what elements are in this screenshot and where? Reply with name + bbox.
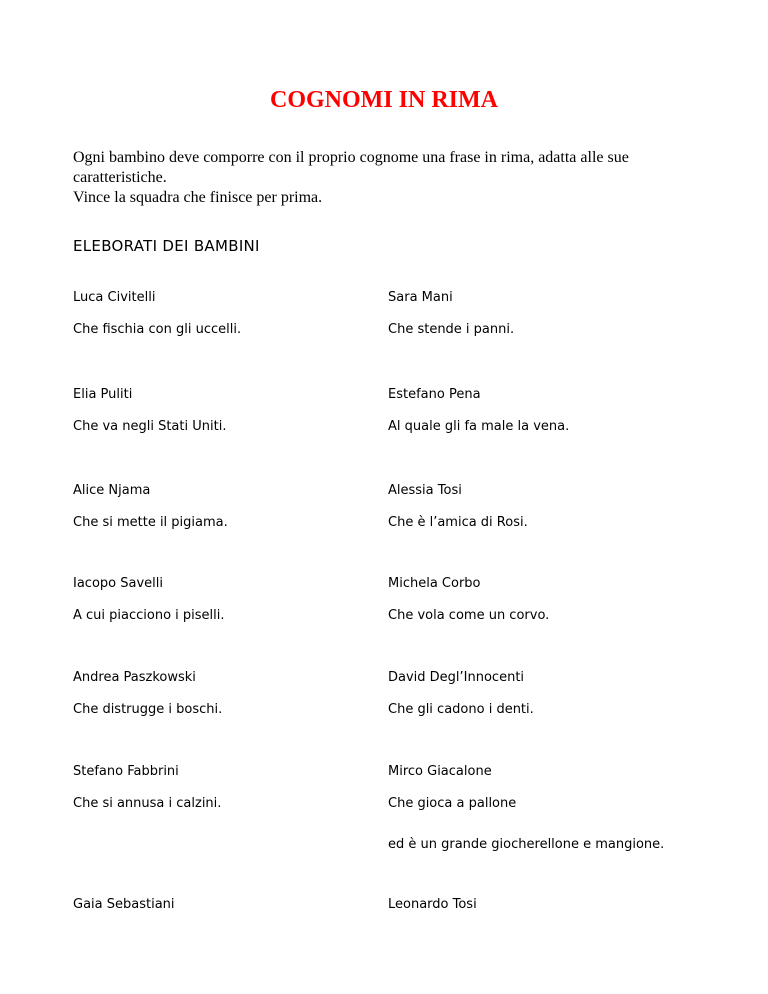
child-name: Alessia Tosi bbox=[388, 483, 462, 498]
intro-paragraph bbox=[73, 148, 693, 208]
child-rhyme: Che vola come un corvo. bbox=[388, 608, 550, 623]
child-name: Mirco Giacalone bbox=[388, 764, 492, 779]
child-name: Andrea Paszkowski bbox=[73, 670, 196, 685]
child-rhyme: Che gli cadono i denti. bbox=[388, 702, 534, 717]
intro-winner-rule: Vince la squadra che finisce per prima. bbox=[73, 189, 323, 206]
child-rhyme: Che distrugge i boschi. bbox=[73, 702, 223, 717]
child-rhyme: Che stende i panni. bbox=[388, 322, 515, 337]
child-name: Stefano Fabbrini bbox=[73, 764, 179, 779]
child-rhyme: Che si annusa i calzini. bbox=[73, 796, 222, 811]
child-name: Iacopo Savelli bbox=[73, 576, 163, 591]
child-name: Luca Civitelli bbox=[73, 290, 156, 305]
child-rhyme-continuation: ed è un grande giocherellone e mangione. bbox=[388, 837, 665, 852]
child-name: Elia Puliti bbox=[73, 387, 133, 402]
child-name: Estefano Pena bbox=[388, 387, 481, 402]
intro-instructions: Ogni bambino deve comporre con il proprio cognome una frase in rima, adatta alle sue caratteristiche. bbox=[73, 149, 629, 186]
child-name: Michela Corbo bbox=[388, 576, 481, 591]
child-rhyme: Che gioca a pallone bbox=[388, 796, 517, 811]
child-name: Alice Njama bbox=[73, 483, 151, 498]
child-rhyme: Che è l’amica di Rosi. bbox=[388, 515, 528, 530]
child-rhyme: Al quale gli fa male la vena. bbox=[388, 419, 570, 434]
child-rhyme: Che fischia con gli uccelli. bbox=[73, 322, 242, 337]
child-name: Gaia Sebastiani bbox=[73, 897, 175, 912]
section-heading: ELEBORATI DEI BAMBINI bbox=[73, 237, 260, 255]
child-name: Sara Mani bbox=[388, 290, 453, 305]
child-rhyme: Che va negli Stati Uniti. bbox=[73, 419, 227, 434]
child-rhyme: Che si mette il pigiama. bbox=[73, 515, 228, 530]
child-name: David Degl’Innocenti bbox=[388, 670, 525, 685]
page-title: COGNOMI IN RIMA bbox=[270, 87, 498, 113]
child-name: Leonardo Tosi bbox=[388, 897, 477, 912]
child-rhyme: A cui piacciono i piselli. bbox=[73, 608, 225, 623]
